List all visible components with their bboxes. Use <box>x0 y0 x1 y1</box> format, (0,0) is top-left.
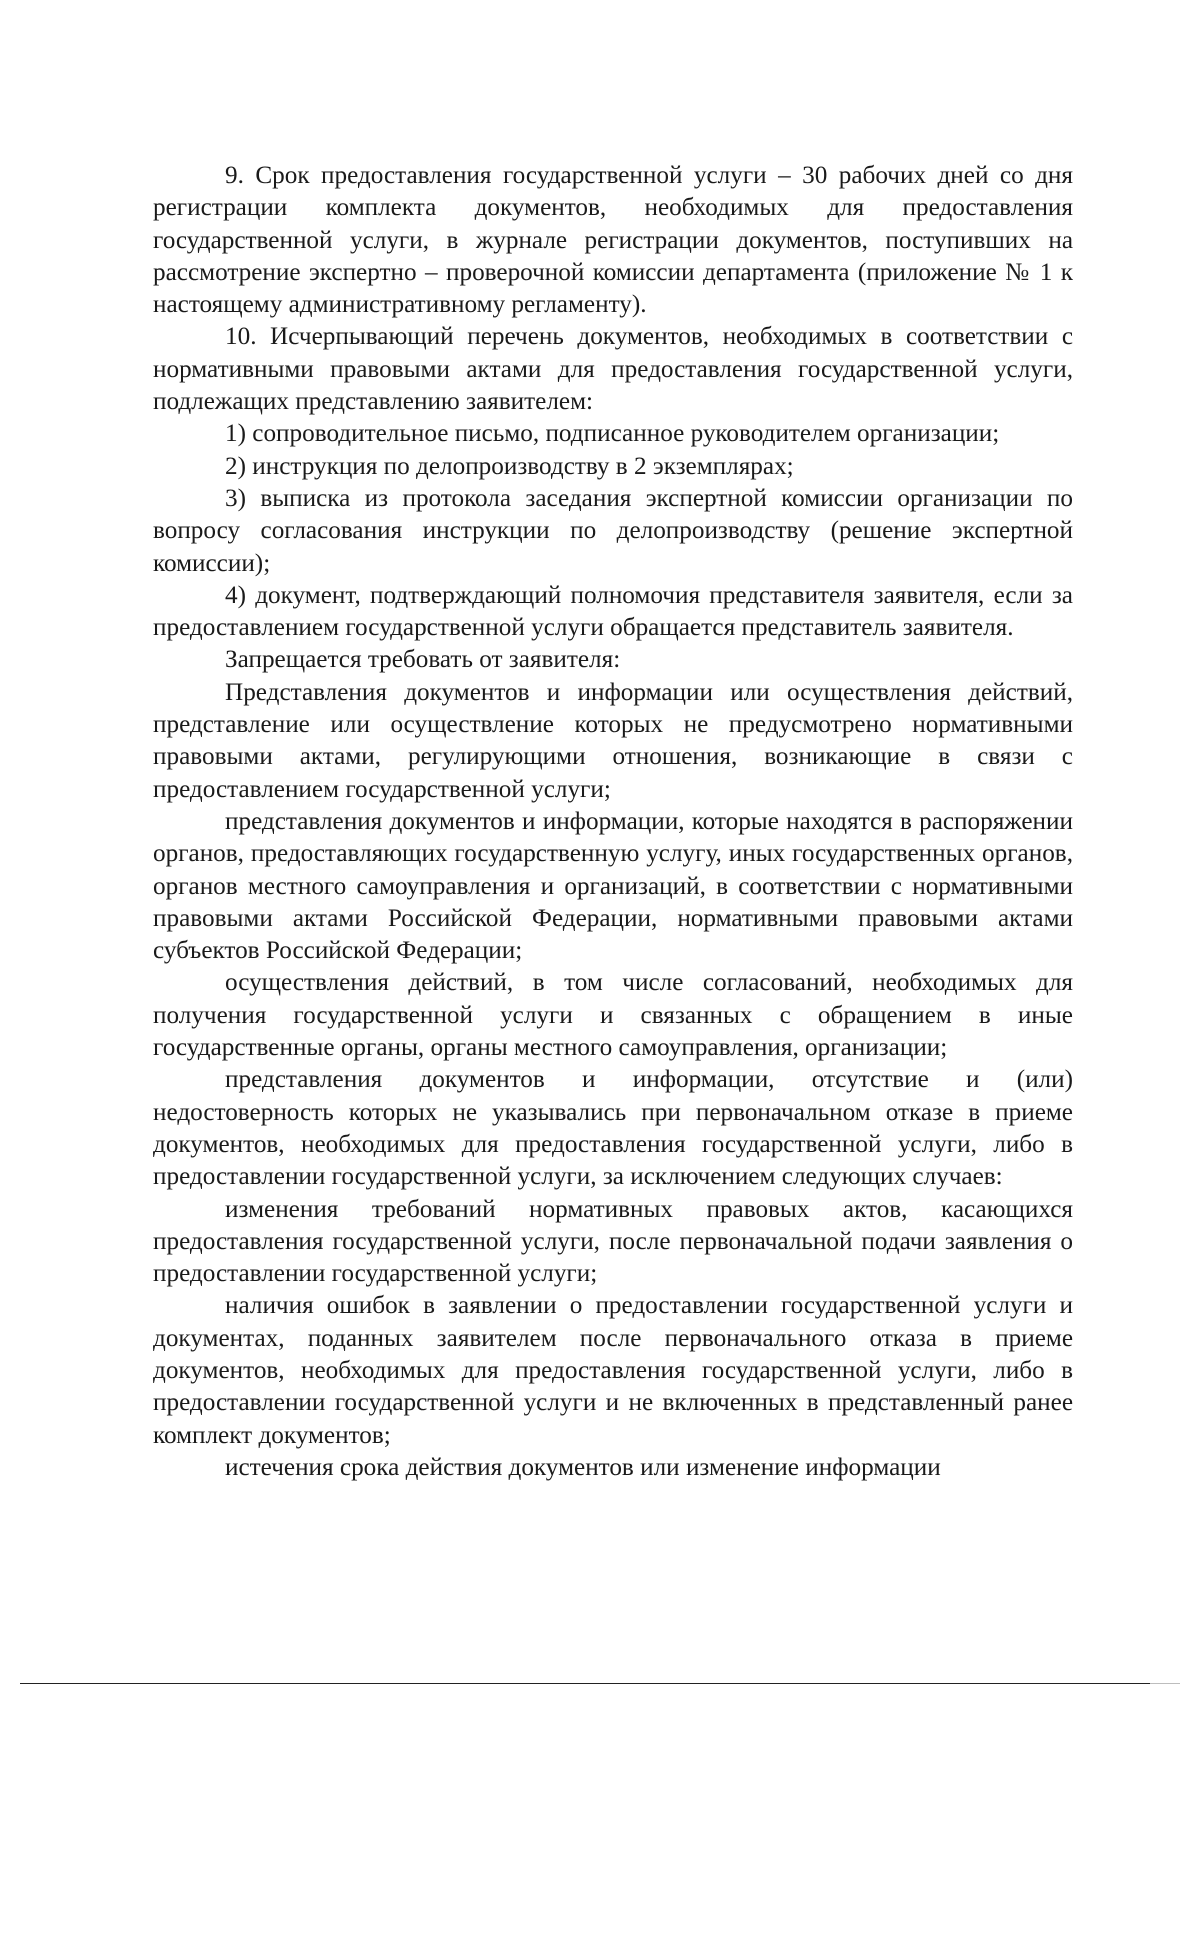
exception-item-2: наличия ошибок в заявлении о предоставлении государственной услуги и документах, поданных заявителем после первоначального отказа в приеме документов, необходимых для предоставления государственной услуги, либо в предоставлении государственной услуги и не включенных в представленный ранее комплект документов; <box>153 1292 1073 1449</box>
list-item-1: 1) сопроводительное письмо, подписанное руководителем организации; <box>225 420 1000 448</box>
document-body <box>153 160 1073 1484</box>
prohibition-item-1: Представления документов и информации или осуществления действий, представление или осуществление которых не предусмотрено нормативными правовыми актами, регулирующими отношения, возникающие в связи с предоставлением государственной услуги; <box>153 678 1073 803</box>
exception-item-1: изменения требований нормативных правовых актов, касающихся предоставления государственной услуги, после первоначальной подачи заявления о предоставлении государственной услуги; <box>153 1195 1073 1288</box>
prohibition-item-4: представления документов и информации, отсутствие и (или) недостоверность которых не указывались при первоначальном отказе в приеме документов, необходимых для предоставления государственной услуги, либо в предоставлении государственной услуги, за исключением следующих случаев: <box>153 1066 1073 1191</box>
footer-divider-fade <box>1150 1683 1180 1684</box>
list-item-4: 4) документ, подтверждающий полномочия представителя заявителя, если за предоставлением государственной услуги обращается представитель заявителя. <box>153 581 1073 642</box>
exception-item-3: истечения срока действия документов или изменение информации <box>225 1453 941 1481</box>
prohibition-heading: Запрещается требовать от заявителя: <box>225 646 621 674</box>
paragraph-10-document-list: 10. Исчерпывающий перечень документов, необходимых в соответствии с нормативными правовыми актами для предоставления государственной услуги, подлежащих представлению заявителем: <box>153 323 1073 416</box>
list-item-2: 2) инструкция по делопроизводству в 2 экземплярах; <box>225 452 794 480</box>
footer-divider <box>20 1683 1150 1684</box>
prohibition-item-3: осуществления действий, в том числе согласований, необходимых для получения государственной услуги и связанных с обращением в иные государственные органы, органы местного самоуправления, организации; <box>153 969 1073 1062</box>
prohibition-item-2: представления документов и информации, которые находятся в распоряжении органов, предоставляющих государственную услугу, иных государственных органов, органов местного самоуправления и организаций, в соответствии с нормативными правовыми актами Российской Федерации, нормативными правовыми актами субъектов Российской Федерации; <box>153 807 1073 965</box>
paragraph-9-service-term: 9. Срок предоставления государственной услуги – 30 рабочих дней со дня регистрации комплекта документов, необходимых для предоставления государственной услуги, в журнале регистрации документов, поступивших на рассмотрение экспертно – проверочной комиссии департамента (приложение № 1 к настоящему административному регламенту). <box>153 162 1073 319</box>
list-item-3: 3) выписка из протокола заседания экспертной комиссии организации по вопросу согласования инструкции по делопроизводству (решение экспертной комиссии); <box>153 484 1073 577</box>
